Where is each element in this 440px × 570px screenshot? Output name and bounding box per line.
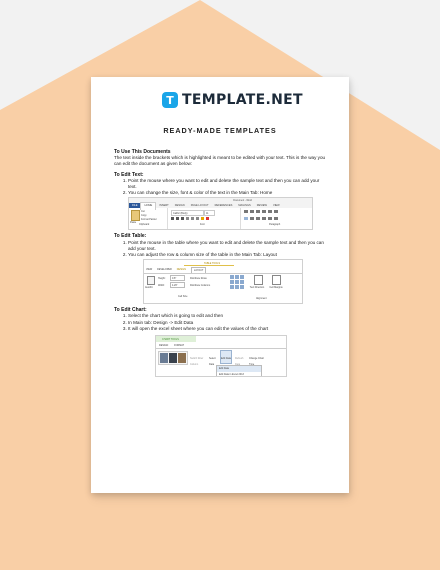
paragraph-buttons [244, 210, 278, 213]
tab-design: DESIGN [174, 203, 185, 207]
tab-format: FORMAT [174, 344, 185, 348]
table-tools-label: TABLE TOOLS [204, 262, 221, 266]
section-heading-edit-chart: To Edit Chart: [114, 307, 147, 314]
paste-label: Paste [130, 221, 137, 225]
tab-design: DESIGN [159, 344, 169, 348]
tab-view: VIEW [146, 268, 153, 272]
tab-layout: LAYOUT [191, 267, 206, 274]
clipboard-group-label: Clipboard [139, 223, 150, 227]
brand-logo [162, 92, 303, 108]
menu-item-edit-in-excel[interactable]: Edit Data in Excel 2013 [219, 373, 244, 377]
cut-label: Cut [141, 210, 145, 214]
chart-tools-label: CHART TOOLS [162, 338, 179, 342]
logo-badge-icon: T [162, 92, 178, 108]
document-body [114, 149, 327, 377]
tab-developer: DEVELOPER [157, 268, 172, 272]
alignment-grid-icon [230, 275, 244, 289]
edit-chart-steps [114, 313, 327, 332]
tab-references: REFERENCES [214, 203, 233, 207]
list-item: 1. Point the mouse in the table where you want to edit and delete the sample text and then you can add your text. [128, 240, 327, 252]
list-item: 2. You can adjust the row & column size of the table in the Main Tab: Layout [128, 252, 327, 258]
height-field[interactable]: 0.8" [170, 275, 185, 281]
section-heading-edit-text: To Edit Text: [114, 171, 144, 178]
tab-mailings: MAILINGS [238, 203, 251, 207]
paragraph-group [241, 208, 312, 229]
cell-size-label: Cell Size [178, 295, 188, 299]
chart-styles-gallery [158, 351, 188, 365]
font-format-buttons [171, 217, 209, 220]
autofit-label: AutoFit [145, 286, 153, 290]
list-item: 3. It will open the excel sheet where you can edit the values of the chart [128, 326, 327, 332]
tab-page-layout: PAGE LAYOUT [190, 203, 209, 207]
edit-data-label: Edit Data [221, 357, 231, 361]
tab-file: FILE [129, 203, 140, 208]
width-label: Width: [158, 284, 165, 288]
distribute-rows-label[interactable]: Distribute Rows [190, 277, 207, 281]
alignment-label: Alignment [256, 297, 267, 301]
section-heading-use: To Use This Documents [114, 149, 171, 155]
width-field[interactable]: 4.26" [170, 282, 185, 288]
switch-row-column-label[interactable]: Switch Row/ Column [190, 357, 204, 367]
select-data-label[interactable]: Select Data [209, 357, 216, 367]
tab-view: VIEW [272, 203, 280, 207]
font-group-label: Font [200, 223, 205, 227]
section-text-use: The text inside the brackets which is highlighted is meant to be edited with your text. This is the way you can edit the document as given below: [114, 155, 326, 167]
tab-home: HOME [140, 202, 156, 209]
edit-table-steps [114, 240, 327, 259]
tab-insert: INSERT [159, 203, 169, 207]
section-heading-edit-table: To Edit Table: [114, 233, 147, 240]
document-subtitle: READY-MADE TEMPLATES [163, 126, 277, 135]
table-layout-screenshot [143, 259, 303, 304]
chart-tools-screenshot [155, 335, 287, 377]
edit-text-steps [114, 178, 327, 197]
paragraph-group-label: Paragraph [269, 223, 281, 227]
menu-item-edit-data[interactable]: Edit Data [217, 366, 261, 372]
autofit-icon [147, 276, 155, 285]
font-family-box: Calibri (Body) [171, 210, 204, 216]
copy-label: Copy [141, 214, 147, 218]
format-painter-label: Format Painter [141, 218, 157, 222]
cell-margins-icon [272, 275, 281, 285]
text-direction-label[interactable]: Text Direction [249, 286, 265, 290]
list-item: 1. Select the chart which is going to edit and then [128, 313, 327, 319]
text-direction-icon [254, 275, 263, 285]
alignment-buttons [244, 217, 278, 220]
refresh-data-label[interactable]: Refresh [235, 357, 244, 361]
home-ribbon-screenshot [128, 197, 313, 230]
clipboard-group [129, 208, 168, 229]
tab-review: REVIEW [256, 203, 267, 207]
list-item: 2. In Main tab: Design -> Edit Data [128, 320, 327, 326]
edit-data-menu [216, 365, 262, 377]
distribute-columns-label[interactable]: Distribute Columns [190, 284, 211, 288]
logo-text: TEMPLATE.NET [182, 92, 303, 108]
change-chart-type-label[interactable]: Change Chart [249, 357, 264, 361]
list-item: 2. You can change the size, font & color of the text in the Main Tab: Home [128, 190, 327, 196]
font-group [168, 208, 241, 229]
tab-design: DESIGN [176, 268, 186, 272]
list-item: 1. Point the mouse where you want to edit and delete the sample text and then you can add your text. [128, 178, 327, 190]
ribbon-doc-title: Document - Word [233, 198, 252, 202]
document-page [91, 77, 349, 493]
height-label: Height: [158, 277, 166, 281]
cell-margins-label[interactable]: Cell Margins [269, 286, 283, 290]
font-size-box: 11 [204, 210, 215, 216]
